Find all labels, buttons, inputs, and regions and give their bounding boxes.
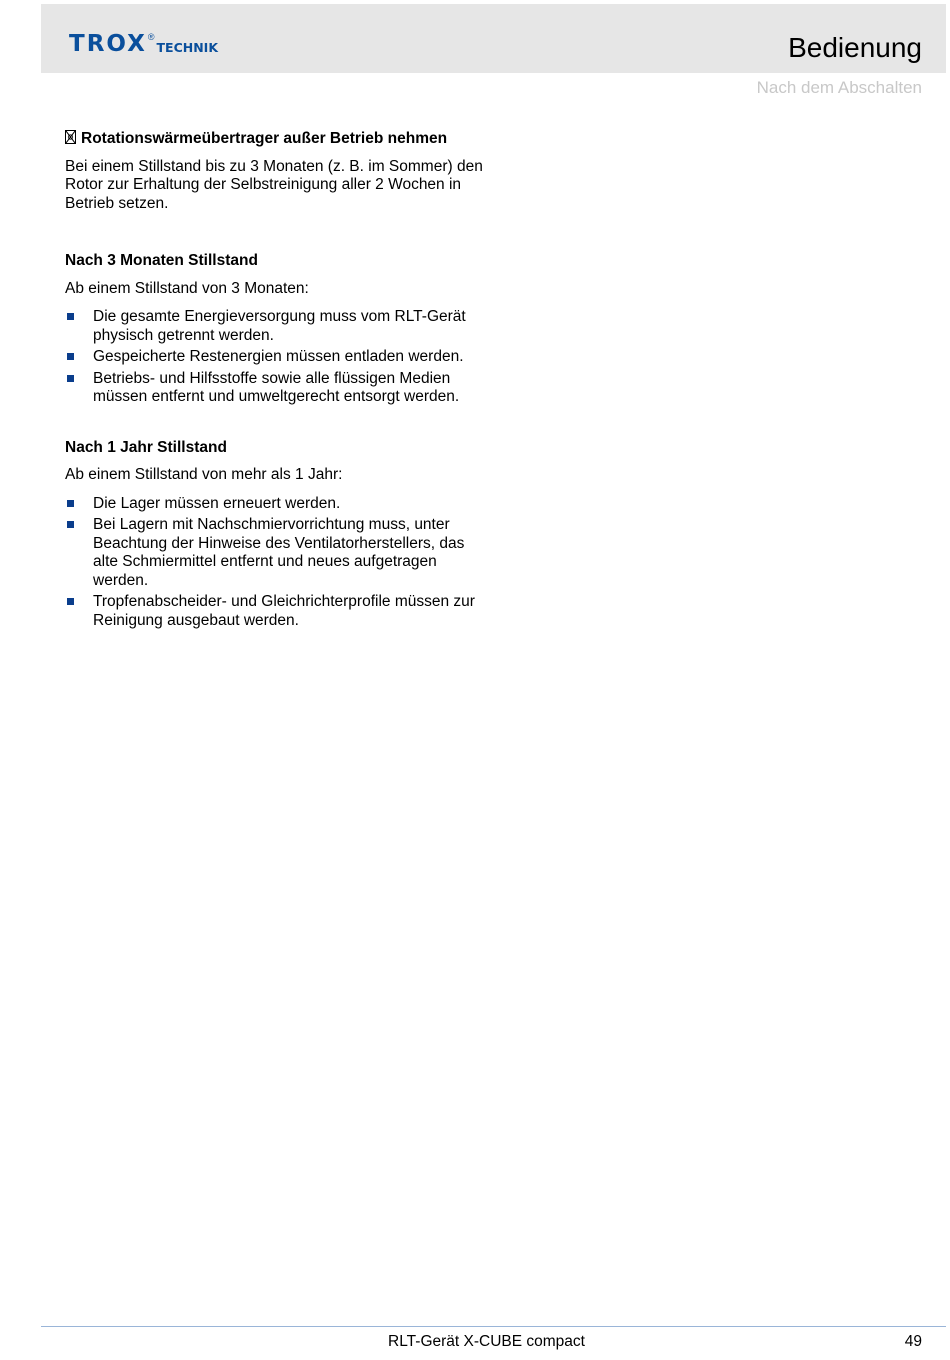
- bullet-square-icon: [67, 353, 74, 360]
- section-heading: [65, 130, 485, 149]
- bullet-list: [65, 495, 485, 631]
- trox-logo: [69, 30, 218, 60]
- bullet-list: [65, 308, 485, 407]
- section-heading: Nach 1 Jahr Stillstand: [65, 438, 227, 456]
- paragraph: Bei einem Stillstand bis zu 3 Monaten (z. B. im Sommer) den Rotor zur Erhaltung der Selbstreinigung aller 2 Wochen in Betrieb setzen.: [65, 157, 483, 212]
- bullet-square-icon: [67, 375, 74, 382]
- page-number: 49: [904, 1333, 922, 1350]
- logo-registered-mark: ®: [147, 32, 155, 42]
- section-heading: Nach 3 Monaten Stillstand: [65, 252, 258, 269]
- bullet-square-icon: [67, 313, 74, 320]
- paragraph: Ab einem Stillstand von mehr als 1 Jahr:: [65, 466, 343, 483]
- list-item-text: Die gesamte Energieversorgung muss vom RLT-Gerät physisch getrennt werden.: [93, 308, 466, 344]
- bullet-square-icon: [67, 598, 74, 605]
- section-heading-text: Rotationswärmeübertrager außer Betrieb nehmen: [81, 130, 448, 147]
- rotary-heat-exchanger-icon: [65, 130, 76, 144]
- section-subtitle: Nach dem Abschalten: [756, 78, 922, 97]
- paragraph: Ab einem Stillstand von 3 Monaten:: [65, 279, 309, 297]
- list-item-text: Gespeicherte Restenergien müssen entladen werden.: [93, 348, 464, 365]
- list-item-text: Betriebs- und Hilfsstoffe sowie alle flüssigen Medien müssen entfernt und umweltgerecht entsorgt werden.: [93, 369, 460, 405]
- list-item: [65, 593, 485, 630]
- logo-wordmark: TROX: [69, 31, 147, 57]
- footer-document-title: RLT-Gerät X-CUBE compact: [388, 1333, 585, 1350]
- list-item: [65, 516, 485, 590]
- list-item: [65, 348, 485, 367]
- list-item-text: Die Lager müssen erneuert werden.: [93, 494, 341, 512]
- list-item-text: Tropfenabscheider- und Gleichrichterprofile müssen zur Reinigung ausgebaut werden.: [93, 593, 475, 629]
- footer-divider: [41, 1326, 946, 1327]
- logo-subtext: TECHNIK: [156, 40, 219, 55]
- chapter-title: Bedienung: [788, 32, 922, 63]
- spacer: [65, 410, 485, 439]
- bullet-square-icon: [67, 521, 74, 528]
- spacer: [65, 223, 485, 252]
- main-content: [65, 130, 485, 633]
- list-item-text: Bei Lagern mit Nachschmiervorrichtung muss, unter Beachtung der Hinweise des Ventilatorherstellers, das alte Schmiermittel entfernt und neues aufgetragen werden.: [93, 516, 465, 589]
- list-item: [65, 495, 485, 514]
- list-item: [65, 308, 485, 345]
- list-item: [65, 370, 485, 407]
- bullet-square-icon: [67, 500, 74, 507]
